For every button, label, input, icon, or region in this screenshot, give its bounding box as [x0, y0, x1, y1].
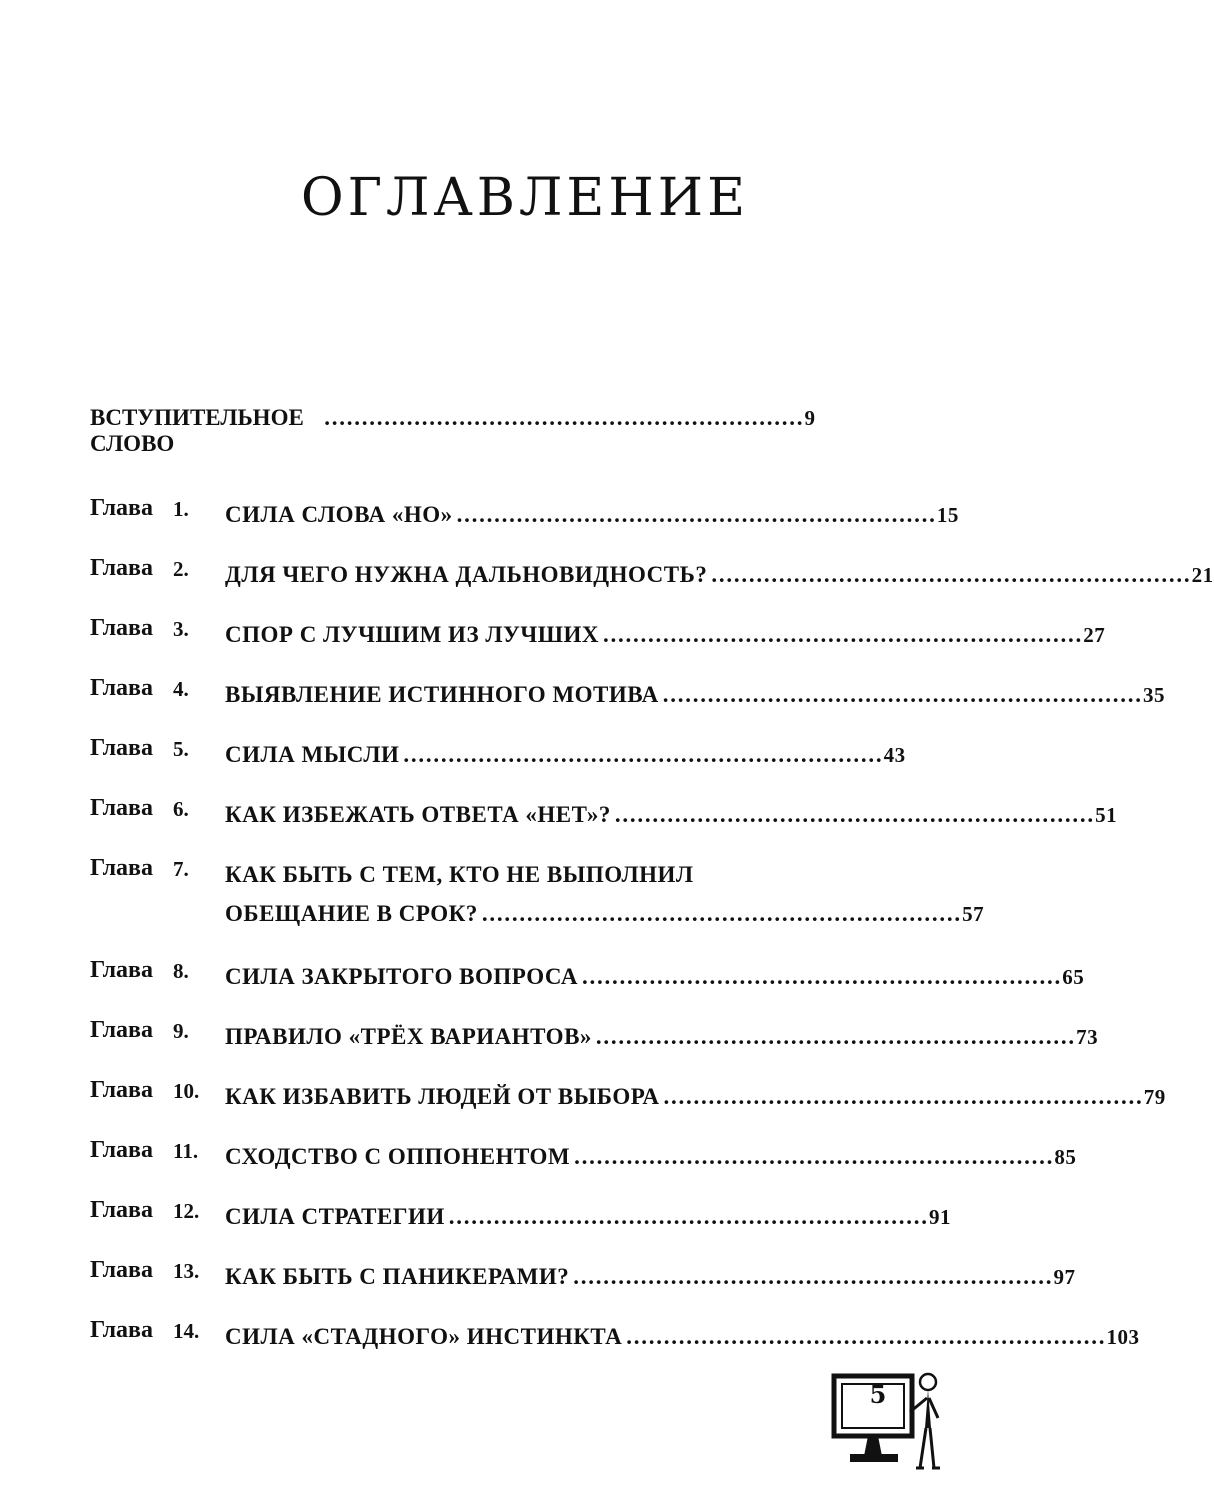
toc-chapter-entry[interactable]	[90, 555, 1214, 595]
toc-chapter-entry[interactable]	[90, 1257, 1076, 1297]
leader-dots	[574, 1137, 1050, 1176]
chapter-number: 2.	[173, 557, 189, 581]
chapter-number: 6.	[173, 797, 189, 821]
chapter-prefix: Глава	[90, 555, 153, 581]
chapter-number: 1.	[173, 497, 189, 521]
chapter-number: 10.	[173, 1079, 200, 1103]
leader-dots	[615, 795, 1091, 834]
chapter-prefix: Глава	[90, 615, 153, 641]
chapter-prefix: Глава	[90, 1197, 153, 1223]
chapter-page: 91	[929, 1205, 951, 1229]
chapter-page: 57	[962, 902, 985, 926]
chapter-page: 51	[1095, 803, 1118, 827]
chapter-list	[90, 495, 1214, 1357]
chapter-number: 13.	[173, 1259, 200, 1283]
chapter-number: 3.	[173, 617, 189, 641]
toc-chapter-entry[interactable]	[90, 615, 1106, 655]
chapter-prefix: Глава	[90, 1317, 153, 1343]
leader-dots	[663, 675, 1139, 714]
chapter-prefix: Глава	[90, 1017, 153, 1043]
chapter-prefix: Глава	[90, 795, 153, 821]
chapter-page: 73	[1076, 1025, 1099, 1049]
toc-chapter-entry[interactable]	[90, 675, 1166, 715]
chapter-page: 103	[1106, 1325, 1140, 1349]
chapter-number: 14.	[173, 1319, 200, 1343]
toc-chapter-entry[interactable]	[90, 1137, 1077, 1177]
leader-dots	[573, 1257, 1049, 1296]
chapter-prefix: Глава	[90, 1137, 153, 1163]
chapter-prefix: Глава	[90, 735, 153, 761]
toc-chapter-entry[interactable]	[90, 1077, 1166, 1117]
chapter-number: 11.	[173, 1139, 199, 1163]
chapter-title: СИЛА СЛОВА «НО»	[225, 502, 453, 527]
toc-chapter-entry[interactable]	[90, 795, 1118, 835]
toc-chapter-entry[interactable]	[90, 735, 906, 775]
chapter-title: ПРАВИЛО «ТРЁХ ВАРИАНТОВ»	[225, 1024, 592, 1049]
page-title: ОГЛАВЛЕНИЕ	[300, 168, 750, 228]
chapter-title: СИЛА СТРАТЕГИИ	[225, 1204, 445, 1229]
chapter-title: СПОР С ЛУЧШИМ ИЗ ЛУЧШИХ	[225, 622, 599, 647]
chapter-prefix: Глава	[90, 957, 153, 983]
table-of-contents	[90, 405, 1214, 1377]
chapter-title: СИЛА МЫСЛИ	[225, 742, 400, 767]
leader-dots	[403, 735, 879, 774]
page-number: 5	[869, 1380, 887, 1409]
toc-intro-page: 9	[804, 406, 815, 430]
page-number-badge	[828, 1368, 948, 1478]
chapter-prefix: Глава	[90, 675, 153, 701]
chapter-page: 15	[936, 503, 959, 527]
chapter-prefix: Глава	[90, 1077, 153, 1103]
chapter-prefix: Глава	[90, 495, 153, 521]
chapter-page: 65	[1062, 965, 1085, 989]
chapter-page: 79	[1143, 1085, 1166, 1109]
toc-intro-label: ВСТУПИТЕЛЬНОЕ СЛОВО	[90, 405, 304, 456]
chapter-title: ДЛЯ ЧЕГО НУЖНА ДАЛЬНОВИДНОСТЬ?	[225, 562, 708, 587]
chapter-title: СИЛА «СТАДНОГО» ИНСТИНКТА	[225, 1324, 623, 1349]
leader-dots	[711, 555, 1187, 594]
leader-dots	[457, 495, 933, 534]
toc-intro-entry[interactable]	[90, 405, 815, 455]
chapter-page: 85	[1054, 1145, 1077, 1169]
leader-dots	[449, 1197, 925, 1236]
chapter-title: ОБЕЩАНИЕ В СРОК?	[225, 901, 478, 926]
leader-dots	[324, 405, 800, 431]
chapter-title: СХОДСТВО С ОППОНЕНТОМ	[225, 1144, 571, 1169]
leader-dots	[626, 1317, 1102, 1356]
toc-chapter-entry[interactable]	[90, 1017, 1099, 1057]
chapter-number: 12.	[173, 1199, 200, 1223]
toc-chapter-entry[interactable]	[90, 495, 959, 535]
leader-dots	[582, 957, 1058, 996]
chapter-title: КАК БЫТЬ С ТЕМ, КТО НЕ ВЫПОЛНИЛ	[225, 862, 694, 887]
toc-chapter-entry[interactable]	[90, 1197, 951, 1237]
chapter-title: ВЫЯВЛЕНИЕ ИСТИННОГО МОТИВА	[225, 682, 659, 707]
chapter-page: 97	[1053, 1265, 1076, 1289]
leader-dots	[482, 894, 958, 933]
chapter-number: 7.	[173, 857, 189, 881]
chapter-number: 5.	[173, 737, 189, 761]
chapter-title: КАК ИЗБЕЖАТЬ ОТВЕТА «НЕТ»?	[225, 802, 611, 827]
chapter-number: 8.	[173, 959, 189, 983]
toc-chapter-entry[interactable]	[90, 855, 985, 937]
chapter-number: 9.	[173, 1019, 189, 1043]
chapter-page: 35	[1143, 683, 1166, 707]
chapter-page: 27	[1083, 623, 1106, 647]
chapter-prefix: Глава	[90, 855, 153, 881]
toc-chapter-entry[interactable]	[90, 1317, 1140, 1357]
chapter-page: 21	[1191, 563, 1214, 587]
chapter-page: 43	[883, 743, 906, 767]
chapter-title: СИЛА ЗАКРЫТОГО ВОПРОСА	[225, 964, 578, 989]
chapter-number: 4.	[173, 677, 189, 701]
leader-dots	[596, 1017, 1072, 1056]
chapter-title: КАК БЫТЬ С ПАНИКЕРАМИ?	[225, 1264, 570, 1289]
leader-dots	[663, 1077, 1139, 1116]
chapter-prefix: Глава	[90, 1257, 153, 1283]
toc-chapter-entry[interactable]	[90, 957, 1085, 997]
leader-dots	[603, 615, 1079, 654]
chapter-title: КАК ИЗБАВИТЬ ЛЮДЕЙ ОТ ВЫБОРА	[225, 1084, 660, 1109]
